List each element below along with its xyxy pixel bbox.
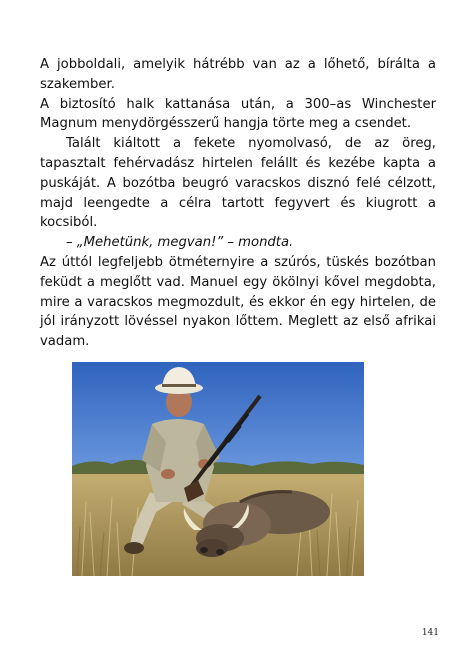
- paragraph-4-dialogue: – „Mehetünk, megvan!” – mondta.: [66, 235, 294, 251]
- hunting-photo: [72, 362, 364, 576]
- body-text: [40, 55, 436, 352]
- page-number: 141: [421, 628, 439, 638]
- hunter-boot: [124, 542, 144, 554]
- paragraph-1: A jobboldali, amelyik hátrébb van az a lőhető, bírálta a szakember.: [40, 57, 436, 92]
- paragraph-2: A biztosító halk kattanása után, a 300–as Winchester Magnum menydörgésszerű hangja törte meg a csendet.: [40, 96, 436, 132]
- paragraph-3: Talált kiáltott a fekete nyomolvasó, de az öreg, tapasztalt fehérvadász hirtelen felállt és kezébe kapta a puskáját. A bozótba beugró varacskos disznó felé célzott, majd leengedte a célra tartott fegyvert és kiugrott a kocsiból.: [40, 136, 436, 231]
- paragraph-5: Az úttól legfeljebb ötméternyire a szúrós, tüskés bozótban feküdt a meglőtt vad. Manuel egy ökölnyi kővel megdobta, mire a varacskos megmozdult, és ekkor én egy hirtelen, de jól irányzott lövéssel nyakon lőttem. Meglett az első afrikai vadam.: [40, 254, 436, 350]
